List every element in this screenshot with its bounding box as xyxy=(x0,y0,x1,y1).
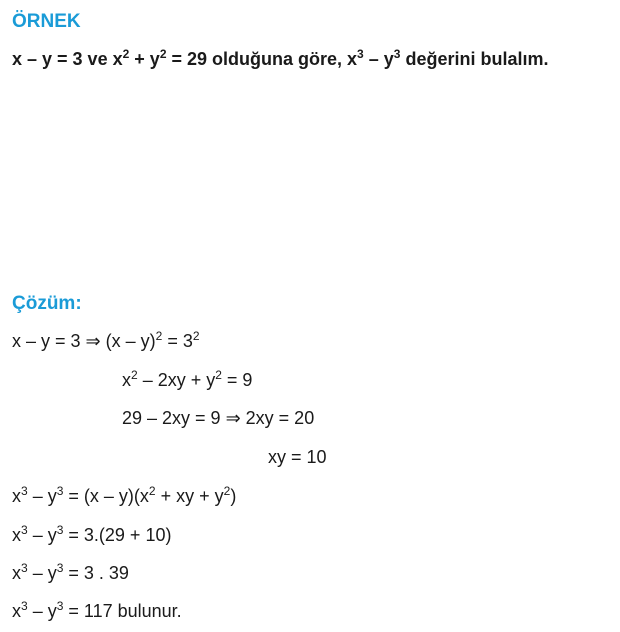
solution-line-5: $x^3 - y^3 = (x - y)(x^2$ + xy + $y^2$) xyxy=(12,484,237,506)
solution-line-6: $x^3 - y^3 = 3.(29 + 10)$ xyxy=(12,523,172,545)
solution-heading: Çözüm: xyxy=(12,293,82,314)
solution-line-8: $x^3 - y^3 = 117$ bulunur. xyxy=(12,599,182,621)
problem-statement: x – y = 3 ve $x^2 + y^2 = 29$ olduğuna göre, $x^3 - y^3$ değerini bulalım. xyxy=(12,47,549,69)
solution-line-3: 29 – 2xy = 9 ⇒ 2xy = 20 xyxy=(122,408,315,428)
solution-line-2: $x^2 - 2xy + y^2 = 9$ xyxy=(122,368,253,390)
example-heading: ÖRNEK xyxy=(12,11,81,32)
solution-line-4: xy = 10 xyxy=(268,447,327,467)
solution-line-7: $x^3 - y^3 = 3$ . 39 xyxy=(12,561,129,583)
solution-line-1: x – y = 3 ⇒ $(x - y)^2 = 3^2$ xyxy=(12,329,200,351)
